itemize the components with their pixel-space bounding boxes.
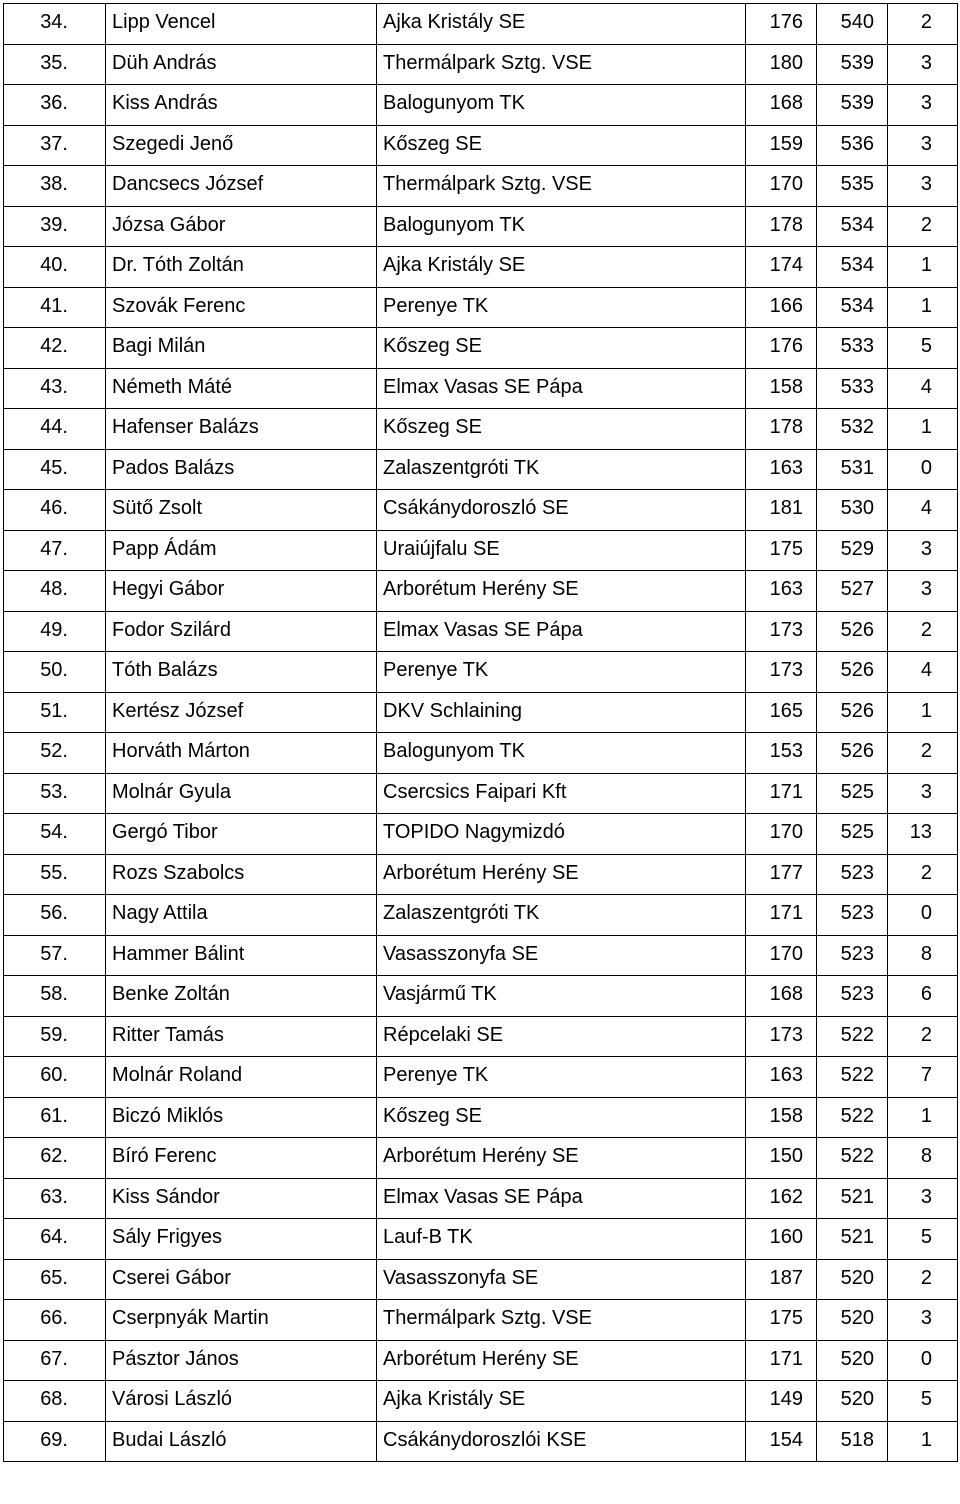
misses-cell: 4: [888, 368, 958, 409]
club-cell: Répcelaki SE: [377, 1016, 746, 1057]
total-score-cell: 522: [817, 1016, 888, 1057]
misses-cell: 1: [888, 692, 958, 733]
table-row: [4, 611, 958, 652]
misses-cell: 3: [888, 571, 958, 612]
club-cell: Perenye TK: [377, 287, 746, 328]
player-name-cell: Kertész József: [106, 692, 377, 733]
rank-cell: 51.: [4, 692, 106, 733]
rank-cell: 35.: [4, 44, 106, 85]
club-cell: Balogunyom TK: [377, 85, 746, 126]
table-row: [4, 409, 958, 450]
rank-cell: 64.: [4, 1219, 106, 1260]
misses-cell: 2: [888, 206, 958, 247]
player-name-cell: Rozs Szabolcs: [106, 854, 377, 895]
score-1-cell: 165: [746, 692, 817, 733]
player-name-cell: Városi László: [106, 1381, 377, 1422]
total-score-cell: 521: [817, 1219, 888, 1260]
club-cell: Csákánydoroszlói KSE: [377, 1421, 746, 1462]
table-row: [4, 854, 958, 895]
total-score-cell: 520: [817, 1381, 888, 1422]
total-score-cell: 525: [817, 814, 888, 855]
score-1-cell: 173: [746, 1016, 817, 1057]
player-name-cell: Fodor Szilárd: [106, 611, 377, 652]
total-score-cell: 534: [817, 287, 888, 328]
score-1-cell: 163: [746, 571, 817, 612]
misses-cell: 3: [888, 1300, 958, 1341]
score-1-cell: 178: [746, 409, 817, 450]
total-score-cell: 525: [817, 773, 888, 814]
player-name-cell: Budai László: [106, 1421, 377, 1462]
misses-cell: 3: [888, 166, 958, 207]
score-1-cell: 181: [746, 490, 817, 531]
table-row: [4, 652, 958, 693]
club-cell: Vasasszonyfa SE: [377, 1259, 746, 1300]
club-cell: Arborétum Herény SE: [377, 571, 746, 612]
table-row: [4, 733, 958, 774]
player-name-cell: Tóth Balázs: [106, 652, 377, 693]
rank-cell: 55.: [4, 854, 106, 895]
table-row: [4, 166, 958, 207]
player-name-cell: Benke Zoltán: [106, 976, 377, 1017]
table-row: [4, 814, 958, 855]
total-score-cell: 539: [817, 44, 888, 85]
rank-cell: 54.: [4, 814, 106, 855]
score-1-cell: 153: [746, 733, 817, 774]
rank-cell: 62.: [4, 1138, 106, 1179]
table-row: [4, 1421, 958, 1462]
table-row: [4, 895, 958, 936]
club-cell: Elmax Vasas SE Pápa: [377, 611, 746, 652]
misses-cell: 2: [888, 1016, 958, 1057]
player-name-cell: Józsa Gábor: [106, 206, 377, 247]
table-row: [4, 368, 958, 409]
total-score-cell: 523: [817, 976, 888, 1017]
rank-cell: 42.: [4, 328, 106, 369]
total-score-cell: 520: [817, 1300, 888, 1341]
player-name-cell: Cserei Gábor: [106, 1259, 377, 1300]
score-1-cell: 158: [746, 368, 817, 409]
player-name-cell: Bíró Ferenc: [106, 1138, 377, 1179]
table-row: [4, 1300, 958, 1341]
club-cell: DKV Schlaining: [377, 692, 746, 733]
rank-cell: 56.: [4, 895, 106, 936]
table-row: [4, 44, 958, 85]
misses-cell: 1: [888, 1421, 958, 1462]
misses-cell: 3: [888, 530, 958, 571]
misses-cell: 3: [888, 125, 958, 166]
club-cell: Zalaszentgróti TK: [377, 895, 746, 936]
club-cell: Perenye TK: [377, 652, 746, 693]
club-cell: Thermálpark Sztg. VSE: [377, 44, 746, 85]
player-name-cell: Németh Máté: [106, 368, 377, 409]
total-score-cell: 520: [817, 1259, 888, 1300]
misses-cell: 3: [888, 1178, 958, 1219]
table-row: [4, 530, 958, 571]
rank-cell: 66.: [4, 1300, 106, 1341]
rank-cell: 36.: [4, 85, 106, 126]
misses-cell: 0: [888, 1340, 958, 1381]
misses-cell: 8: [888, 1138, 958, 1179]
misses-cell: 1: [888, 1097, 958, 1138]
table-row: [4, 1097, 958, 1138]
score-1-cell: 149: [746, 1381, 817, 1422]
score-1-cell: 178: [746, 206, 817, 247]
player-name-cell: Molnár Roland: [106, 1057, 377, 1098]
table-row: [4, 328, 958, 369]
club-cell: Csákánydoroszló SE: [377, 490, 746, 531]
rank-cell: 61.: [4, 1097, 106, 1138]
score-1-cell: 176: [746, 328, 817, 369]
club-cell: Perenye TK: [377, 1057, 746, 1098]
rank-cell: 50.: [4, 652, 106, 693]
rank-cell: 53.: [4, 773, 106, 814]
rank-cell: 67.: [4, 1340, 106, 1381]
score-1-cell: 163: [746, 1057, 817, 1098]
score-1-cell: 171: [746, 773, 817, 814]
misses-cell: 3: [888, 85, 958, 126]
rank-cell: 47.: [4, 530, 106, 571]
results-table-body: [4, 4, 958, 1462]
total-score-cell: 540: [817, 4, 888, 45]
table-row: [4, 692, 958, 733]
rank-cell: 38.: [4, 166, 106, 207]
total-score-cell: 526: [817, 652, 888, 693]
table-row: [4, 449, 958, 490]
total-score-cell: 533: [817, 368, 888, 409]
score-1-cell: 162: [746, 1178, 817, 1219]
player-name-cell: Hammer Bálint: [106, 935, 377, 976]
club-cell: Ajka Kristály SE: [377, 1381, 746, 1422]
total-score-cell: 529: [817, 530, 888, 571]
table-row: [4, 1178, 958, 1219]
table-row: [4, 247, 958, 288]
misses-cell: 8: [888, 935, 958, 976]
misses-cell: 0: [888, 895, 958, 936]
total-score-cell: 523: [817, 895, 888, 936]
player-name-cell: Hafenser Balázs: [106, 409, 377, 450]
misses-cell: 1: [888, 247, 958, 288]
player-name-cell: Kiss Sándor: [106, 1178, 377, 1219]
rank-cell: 58.: [4, 976, 106, 1017]
player-name-cell: Molnár Gyula: [106, 773, 377, 814]
table-row: [4, 1259, 958, 1300]
score-1-cell: 163: [746, 449, 817, 490]
table-row: [4, 571, 958, 612]
rank-cell: 59.: [4, 1016, 106, 1057]
table-row: [4, 976, 958, 1017]
total-score-cell: 522: [817, 1138, 888, 1179]
score-1-cell: 174: [746, 247, 817, 288]
rank-cell: 44.: [4, 409, 106, 450]
player-name-cell: Szegedi Jenő: [106, 125, 377, 166]
total-score-cell: 523: [817, 935, 888, 976]
club-cell: Arborétum Herény SE: [377, 1138, 746, 1179]
table-row: [4, 1138, 958, 1179]
player-name-cell: Cserpnyák Martin: [106, 1300, 377, 1341]
player-name-cell: Dancsecs József: [106, 166, 377, 207]
score-1-cell: 168: [746, 85, 817, 126]
total-score-cell: 530: [817, 490, 888, 531]
rank-cell: 68.: [4, 1381, 106, 1422]
score-1-cell: 166: [746, 287, 817, 328]
club-cell: Kőszeg SE: [377, 1097, 746, 1138]
club-cell: Thermálpark Sztg. VSE: [377, 1300, 746, 1341]
total-score-cell: 533: [817, 328, 888, 369]
total-score-cell: 526: [817, 611, 888, 652]
rank-cell: 43.: [4, 368, 106, 409]
club-cell: Kőszeg SE: [377, 125, 746, 166]
score-1-cell: 168: [746, 976, 817, 1017]
table-row: [4, 773, 958, 814]
club-cell: Vasjármű TK: [377, 976, 746, 1017]
misses-cell: 0: [888, 449, 958, 490]
player-name-cell: Szovák Ferenc: [106, 287, 377, 328]
total-score-cell: 534: [817, 206, 888, 247]
score-1-cell: 171: [746, 895, 817, 936]
rank-cell: 63.: [4, 1178, 106, 1219]
misses-cell: 6: [888, 976, 958, 1017]
club-cell: Arborétum Herény SE: [377, 854, 746, 895]
rank-cell: 41.: [4, 287, 106, 328]
rank-cell: 48.: [4, 571, 106, 612]
total-score-cell: 520: [817, 1340, 888, 1381]
misses-cell: 2: [888, 611, 958, 652]
rank-cell: 45.: [4, 449, 106, 490]
score-1-cell: 180: [746, 44, 817, 85]
total-score-cell: 534: [817, 247, 888, 288]
misses-cell: 5: [888, 1381, 958, 1422]
club-cell: Ajka Kristály SE: [377, 247, 746, 288]
misses-cell: 4: [888, 652, 958, 693]
club-cell: Zalaszentgróti TK: [377, 449, 746, 490]
player-name-cell: Horváth Márton: [106, 733, 377, 774]
score-1-cell: 175: [746, 530, 817, 571]
club-cell: Balogunyom TK: [377, 206, 746, 247]
rank-cell: 39.: [4, 206, 106, 247]
player-name-cell: Papp Ádám: [106, 530, 377, 571]
score-1-cell: 171: [746, 1340, 817, 1381]
club-cell: Arborétum Herény SE: [377, 1340, 746, 1381]
table-row: [4, 287, 958, 328]
score-1-cell: 170: [746, 935, 817, 976]
player-name-cell: Kiss András: [106, 85, 377, 126]
club-cell: Ajka Kristály SE: [377, 4, 746, 45]
rank-cell: 40.: [4, 247, 106, 288]
table-row: [4, 935, 958, 976]
total-score-cell: 526: [817, 692, 888, 733]
score-1-cell: 187: [746, 1259, 817, 1300]
club-cell: Elmax Vasas SE Pápa: [377, 368, 746, 409]
player-name-cell: Ritter Tamás: [106, 1016, 377, 1057]
total-score-cell: 521: [817, 1178, 888, 1219]
club-cell: Kőszeg SE: [377, 328, 746, 369]
total-score-cell: 535: [817, 166, 888, 207]
misses-cell: 2: [888, 4, 958, 45]
club-cell: TOPIDO Nagymizdó: [377, 814, 746, 855]
total-score-cell: 536: [817, 125, 888, 166]
total-score-cell: 522: [817, 1057, 888, 1098]
misses-cell: 1: [888, 409, 958, 450]
total-score-cell: 539: [817, 85, 888, 126]
misses-cell: 4: [888, 490, 958, 531]
player-name-cell: Düh András: [106, 44, 377, 85]
table-row: [4, 85, 958, 126]
player-name-cell: Pados Balázs: [106, 449, 377, 490]
rank-cell: 60.: [4, 1057, 106, 1098]
score-1-cell: 175: [746, 1300, 817, 1341]
player-name-cell: Lipp Vencel: [106, 4, 377, 45]
misses-cell: 2: [888, 733, 958, 774]
total-score-cell: 523: [817, 854, 888, 895]
club-cell: Elmax Vasas SE Pápa: [377, 1178, 746, 1219]
table-row: [4, 1016, 958, 1057]
player-name-cell: Biczó Miklós: [106, 1097, 377, 1138]
club-cell: Vasasszonyfa SE: [377, 935, 746, 976]
table-row: [4, 490, 958, 531]
club-cell: Thermálpark Sztg. VSE: [377, 166, 746, 207]
player-name-cell: Nagy Attila: [106, 895, 377, 936]
rank-cell: 69.: [4, 1421, 106, 1462]
table-row: [4, 206, 958, 247]
club-cell: Balogunyom TK: [377, 733, 746, 774]
total-score-cell: 518: [817, 1421, 888, 1462]
misses-cell: 2: [888, 854, 958, 895]
score-1-cell: 177: [746, 854, 817, 895]
club-cell: Kőszeg SE: [377, 409, 746, 450]
rank-cell: 34.: [4, 4, 106, 45]
score-1-cell: 170: [746, 814, 817, 855]
misses-cell: 1: [888, 287, 958, 328]
score-1-cell: 160: [746, 1219, 817, 1260]
rank-cell: 57.: [4, 935, 106, 976]
player-name-cell: Sütő Zsolt: [106, 490, 377, 531]
table-row: [4, 1340, 958, 1381]
player-name-cell: Gergó Tibor: [106, 814, 377, 855]
score-1-cell: 173: [746, 611, 817, 652]
rank-cell: 52.: [4, 733, 106, 774]
score-1-cell: 158: [746, 1097, 817, 1138]
player-name-cell: Sály Frigyes: [106, 1219, 377, 1260]
total-score-cell: 531: [817, 449, 888, 490]
score-1-cell: 154: [746, 1421, 817, 1462]
table-row: [4, 4, 958, 45]
club-cell: Uraiújfalu SE: [377, 530, 746, 571]
score-1-cell: 159: [746, 125, 817, 166]
total-score-cell: 522: [817, 1097, 888, 1138]
score-1-cell: 170: [746, 166, 817, 207]
misses-cell: 7: [888, 1057, 958, 1098]
rank-cell: 65.: [4, 1259, 106, 1300]
player-name-cell: Dr. Tóth Zoltán: [106, 247, 377, 288]
misses-cell: 2: [888, 1259, 958, 1300]
rank-cell: 37.: [4, 125, 106, 166]
score-1-cell: 150: [746, 1138, 817, 1179]
player-name-cell: Bagi Milán: [106, 328, 377, 369]
table-row: [4, 125, 958, 166]
misses-cell: 5: [888, 1219, 958, 1260]
table-row: [4, 1057, 958, 1098]
score-1-cell: 176: [746, 4, 817, 45]
club-cell: Csercsics Faipari Kft: [377, 773, 746, 814]
score-1-cell: 173: [746, 652, 817, 693]
table-row: [4, 1381, 958, 1422]
player-name-cell: Hegyi Gábor: [106, 571, 377, 612]
misses-cell: 3: [888, 44, 958, 85]
misses-cell: 5: [888, 328, 958, 369]
total-score-cell: 527: [817, 571, 888, 612]
club-cell: Lauf-B TK: [377, 1219, 746, 1260]
results-table: [3, 3, 958, 1462]
rank-cell: 46.: [4, 490, 106, 531]
total-score-cell: 532: [817, 409, 888, 450]
rank-cell: 49.: [4, 611, 106, 652]
misses-cell: 3: [888, 773, 958, 814]
misses-cell: 13: [888, 814, 958, 855]
total-score-cell: 526: [817, 733, 888, 774]
table-row: [4, 1219, 958, 1260]
player-name-cell: Pásztor János: [106, 1340, 377, 1381]
